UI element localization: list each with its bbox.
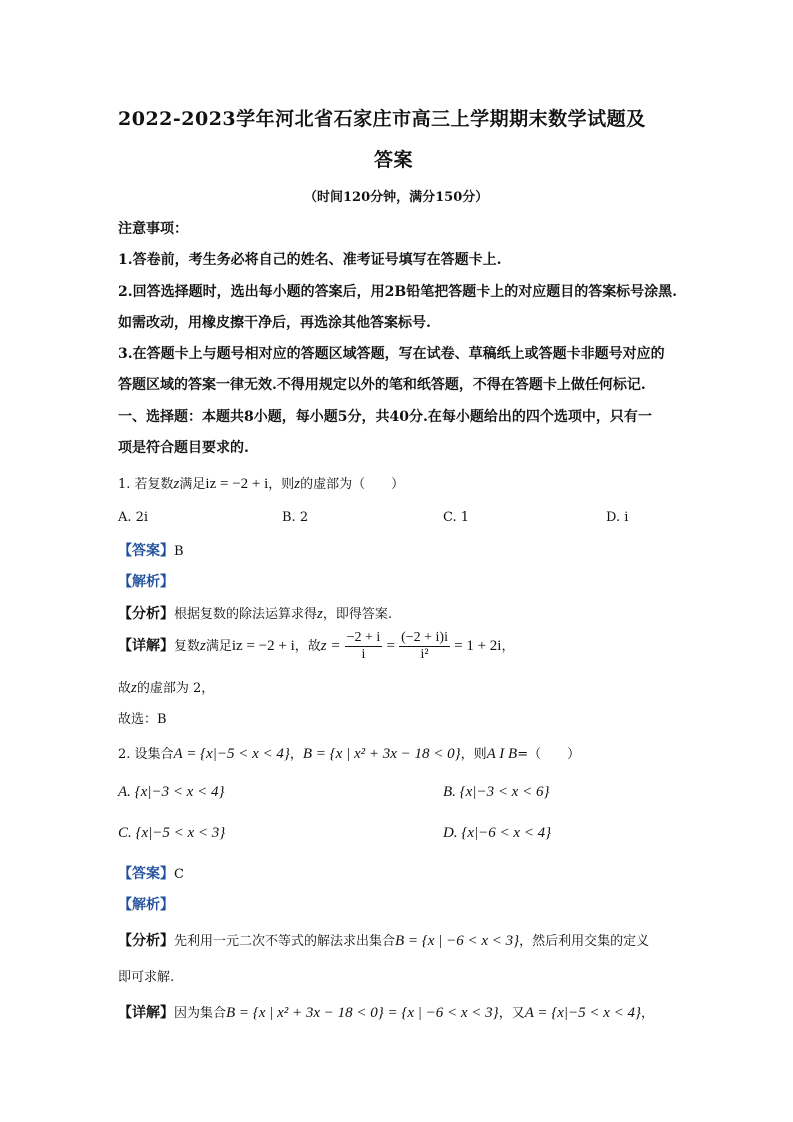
frac1-denominator: i <box>361 647 366 662</box>
q1-conclusion <box>118 677 214 697</box>
q1-option-a: A. 2i <box>118 510 149 525</box>
notice-item-3b: 答题区域的答案一律无效.不得用规定以外的笔和纸答题，不得在答题卡上做任何标记. <box>118 377 646 393</box>
q1-answer <box>118 540 184 560</box>
q2-set-b: B = {x | x² + 3x − 18 < 0} <box>302 746 461 762</box>
q1-xj-a: 复数 <box>174 639 201 654</box>
q1-var-z: z <box>173 476 180 492</box>
q1-result: = 1 + 2i <box>454 638 502 654</box>
notice-item-2b: 如需改动，用橡皮擦干净后，再选涂其他答案标号. <box>118 315 431 331</box>
q2-option-d <box>443 825 551 842</box>
q2-prefix: 2. 设集合 <box>118 747 174 762</box>
q2-option-a <box>118 784 224 801</box>
q2-xj-set: B = {x | x² + 3x − 18 < 0} = {x | −6 < x < 3} <box>226 1005 499 1021</box>
q2-fenxi-b: ，然后利用交集的定义 <box>519 934 650 949</box>
doc-subtitle: （时间120分钟，满分150分） <box>304 190 489 205</box>
q1-xj-end: ， <box>501 639 515 654</box>
q2-expr: A I B <box>486 746 518 762</box>
q1-fenxi-z: z <box>317 606 323 622</box>
q2-option-a-text: A. {x|−3 < x < 4} <box>118 784 225 800</box>
q2-analysis-tag: 【解析】 <box>118 897 174 913</box>
q2-option-b-text: B. {x|−3 < x < 6} <box>443 784 550 800</box>
notice-heading: 注意事项： <box>118 221 188 237</box>
q1-prefix: 1. 若复数 <box>118 477 174 492</box>
fenxi-tag-2: 【分析】 <box>118 933 174 949</box>
q2-xj-end: ， <box>641 1006 655 1021</box>
q2-option-b <box>443 784 549 801</box>
doc-title-line2: 答案 <box>374 149 414 171</box>
q1-mid: 满足 <box>179 477 206 492</box>
q1-fenxi-text-a: 根据复数的除法运算求得 <box>174 607 318 622</box>
frac1-numerator: −2 + i <box>346 630 381 645</box>
q1-var-z2: z <box>294 476 301 492</box>
q2-answer-value: C <box>174 867 184 882</box>
q1-option-d: D. i <box>606 510 629 525</box>
q2-fenxi-set: B = {x | −6 < x < 3} <box>395 933 520 949</box>
notice-item-1: 1.答卷前，考生务必将自己的姓名、准考证号填写在答题卡上. <box>118 252 502 268</box>
q2-option-c <box>118 825 225 842</box>
xiangjie-tag-2: 【详解】 <box>118 1005 174 1021</box>
notice-item-2a: 2.回答选择题时，选出每小题的答案后，用2B铅笔把答题卡上的对应题目的答案标号涂黑. <box>118 284 678 300</box>
q1-xj-c: ，故 <box>294 639 321 654</box>
q2-set-a: A = {x|−5 < x < 4} <box>173 746 290 762</box>
q1-conc-z: z <box>131 680 137 696</box>
q1-option-c: C. 1 <box>443 510 470 525</box>
q2-fenxi <box>118 930 649 950</box>
q1-xj-z: z <box>200 638 206 654</box>
section-heading-b: 项是符合题目要求的. <box>118 440 249 456</box>
equals-sign: = <box>386 638 395 654</box>
frac2-numerator: (−2 + i)i <box>401 630 448 645</box>
q2-xj-b: ，又 <box>498 1006 525 1021</box>
q1-answer-value: B <box>174 544 184 559</box>
q2-option-d-text: D. {x|−6 < x < 4} <box>443 825 552 841</box>
q1-xj-b: 满足 <box>205 639 232 654</box>
q2-sep: ， <box>289 747 303 762</box>
q2-xj-set-a: A = {x|−5 < x < 4} <box>524 1005 642 1021</box>
doc-title-line1: 2022-2023学年河北省石家庄市高三上学期期末数学试题及 <box>118 108 646 130</box>
q2-xiangjie <box>118 1002 654 1022</box>
notice-item-3a: 3.在答题卡上与题号相对应的答题区域答题，写在试卷、草稿纸上或答题卡非题号对应的 <box>118 346 665 362</box>
q1-choose: 故选：B <box>118 712 167 727</box>
section-heading-a: 一、选择题：本题共8小题，每小题5分，共40分.在每小题给出的四个选项中，只有一 <box>118 409 652 425</box>
q1-fenxi-text-b: ，即得答案. <box>322 607 392 622</box>
q1-xiangjie <box>118 630 514 663</box>
fenxi-tag: 【分析】 <box>118 606 174 622</box>
q2-answer <box>118 863 184 883</box>
xiangjie-tag: 【详解】 <box>118 638 174 654</box>
question-1 <box>118 473 404 493</box>
q1-conc-b: 的虚部为 2， <box>136 681 215 696</box>
question-2 <box>118 743 580 763</box>
answer-tag: 【答案】 <box>118 543 174 559</box>
q1-option-b: B. 2 <box>282 510 309 525</box>
q2-fenxi-a: 先利用一元二次不等式的解法求出集合 <box>174 934 396 949</box>
q1-end: 的虚部为（ ） <box>300 477 405 492</box>
q2-tail: ，则 <box>460 747 487 762</box>
q1-fenxi <box>118 603 392 623</box>
q1-equation: iz = −2 + i <box>205 476 269 492</box>
q1-conc-a: 故 <box>118 681 132 696</box>
q2-xj-a: 因为集合 <box>174 1006 227 1021</box>
answer-tag-2: 【答案】 <box>118 866 174 882</box>
q2-end: =（ ） <box>517 747 581 762</box>
fraction-1 <box>345 630 383 663</box>
q2-fenxi-cont: 即可求解. <box>118 970 175 985</box>
frac2-denominator: i² <box>420 647 429 662</box>
q1-xj-eq: iz = −2 + i <box>231 638 295 654</box>
q1-xj-z2: z = <box>320 638 341 654</box>
q1-analysis-tag: 【解析】 <box>118 574 174 590</box>
q1-tail: ，则 <box>268 477 295 492</box>
q2-option-c-text: C. {x|−5 < x < 3} <box>118 825 226 841</box>
fraction-2 <box>399 630 450 663</box>
